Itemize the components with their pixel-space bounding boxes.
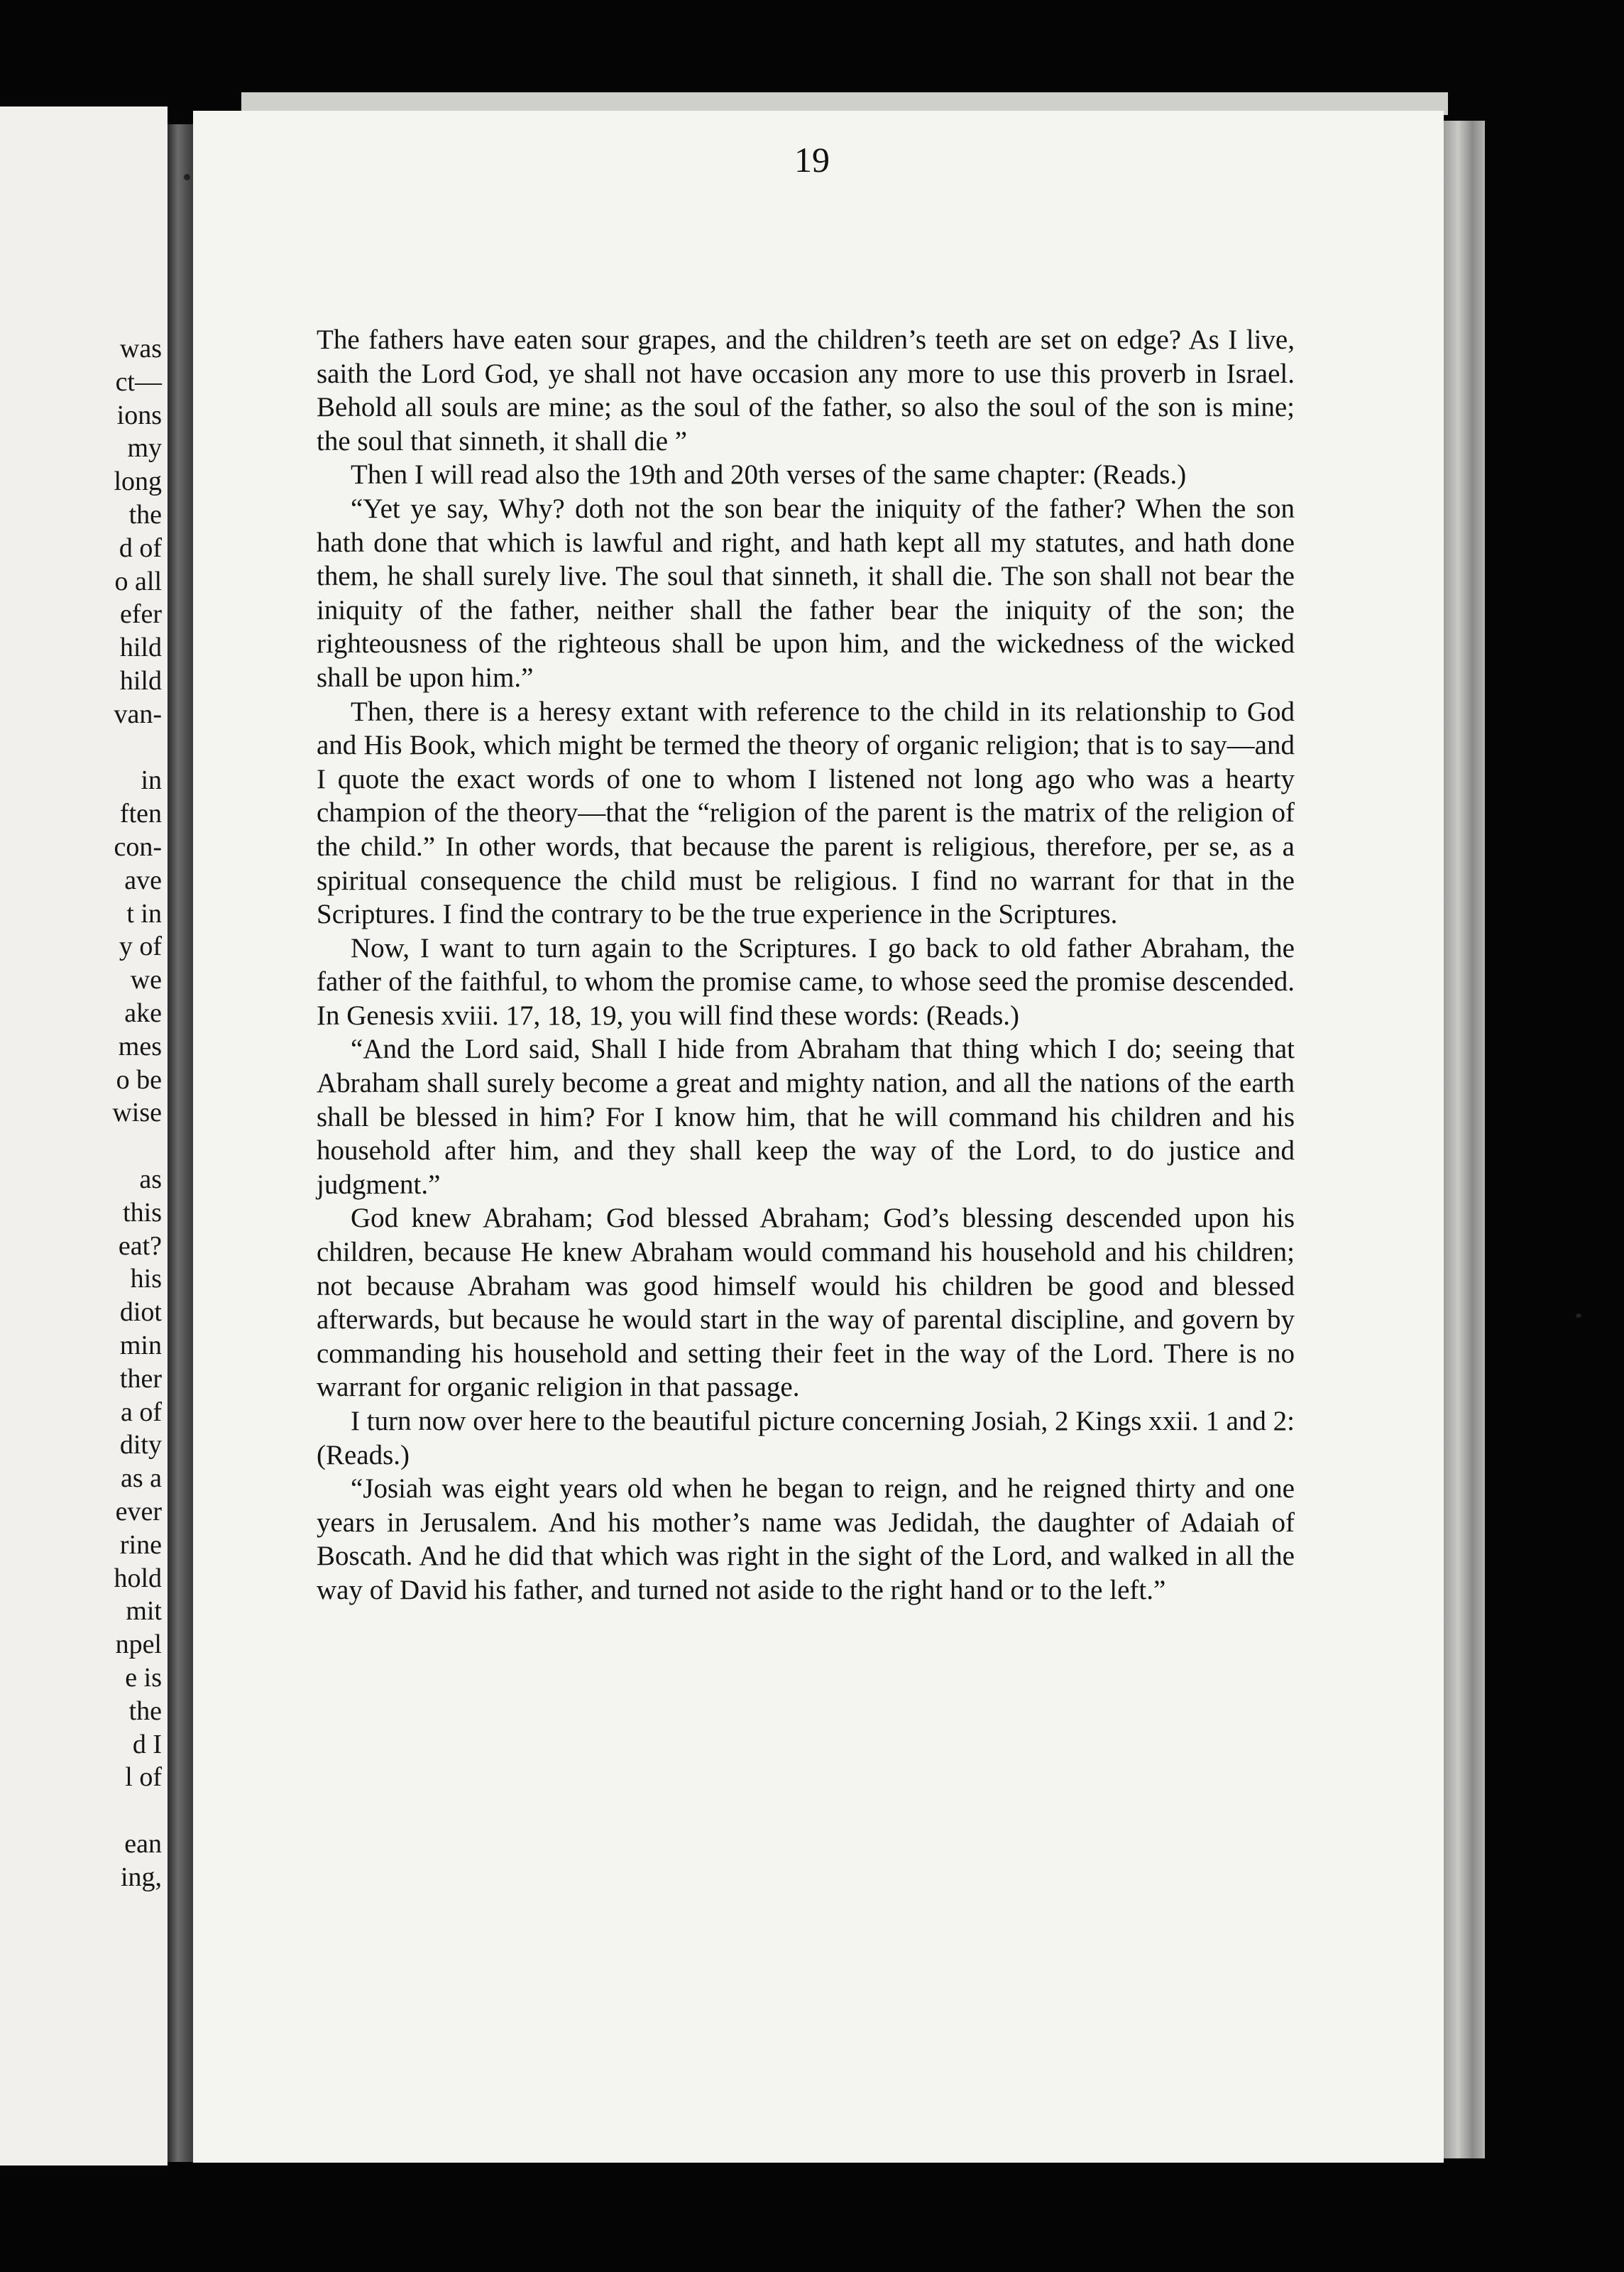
- dust-speck: [1576, 1314, 1581, 1318]
- left-page-line-fragment: con-: [114, 832, 162, 862]
- left-page-line-fragment: t in: [126, 898, 162, 929]
- left-page-line-fragment: my: [127, 433, 162, 464]
- body-text: [317, 323, 1295, 1607]
- left-page-line-fragment: e is: [125, 1663, 162, 1693]
- paragraph: “Yet ye say, Why? doth not the son bear the iniquity of the father? When the son hath done that which is lawful and right, and hath kept all my statutes, and hath done them, he shall surely live. The soul that sinneth, it shall die. The son shall not bear the iniquity of the father, neither shall the father bear the iniquity of the son; the righteousness of the righteous shall be upon him, and the wickedness of the wicked shall be upon him.”: [317, 493, 1295, 693]
- left-page-line-fragment: hold: [114, 1563, 162, 1593]
- left-page-line-fragment: the: [128, 500, 162, 530]
- left-page-line-fragment: ther: [119, 1363, 162, 1394]
- paragraph: God knew Abraham; God blessed Abraham; God’s blessing descended upon his children, because He knew Abraham would command his household and his children; not because Abraham was good himself would his children be good and blessed afterwards, but because he would start in the way of parental discipline, and govern by commanding his household and setting their feet in the way of the Lord. There is no warrant for organic religion in that passage.: [317, 1203, 1295, 1403]
- left-page-line-fragment: his: [130, 1264, 162, 1294]
- page-stack-edge: [1444, 121, 1485, 2158]
- left-page-line-fragment: o be: [116, 1064, 162, 1095]
- left-page-line-fragment: as: [139, 1164, 162, 1194]
- left-page-line-fragment: mes: [118, 1031, 162, 1061]
- left-page-line-fragment: ften: [119, 799, 162, 829]
- left-page-line-fragment: npel: [115, 1629, 162, 1660]
- left-page-line-fragment: d of: [119, 532, 162, 563]
- left-page-line-fragment: ever: [115, 1497, 162, 1526]
- left-page-line-fragment: the: [128, 1695, 162, 1726]
- left-page-line-fragment: was: [119, 334, 162, 364]
- left-page-line-fragment: y of: [119, 932, 162, 962]
- left-page-line-fragment: mit: [126, 1596, 162, 1627]
- left-page-line-fragment: this: [123, 1197, 162, 1228]
- left-page-line-fragment: long: [114, 466, 162, 497]
- left-page-line-fragment: rine: [119, 1529, 162, 1560]
- paragraph: Now, I want to turn again to the Scriptures. I go back to old father Abraham, the father of the faithful, to whom the promise came, to whose seed the promise descended. In Genesis xviii. 17, 18, 19, you will find these words: (Reads.): [317, 932, 1295, 1031]
- paragraph: Then, there is a heresy extant with reference to the child in its relationship to God and His Book, which might be termed the theory of organic religion; that is to say—and I quote the exact words of one to whom I listened not long ago who was a hearty champion of the theory—that the “religion of the parent is the matrix of the religion of the child.” In other words, that because the parent is religious, therefore, per se, as a spiritual consequence the child must be religious. I find no warrant for that in the Scriptures. I find the contrary to be the true experience in the Scriptures.: [317, 696, 1295, 930]
- left-page-line-fragment: l of: [125, 1762, 162, 1793]
- page-number-text: 19: [794, 140, 830, 180]
- left-page-line-fragment: diot: [119, 1297, 162, 1328]
- left-page-line-fragment: ing,: [120, 1862, 162, 1892]
- left-page-line-fragment: as a: [120, 1463, 162, 1494]
- left-page-line-fragment: o all: [114, 566, 162, 596]
- facing-page-fragment: [0, 106, 168, 2166]
- left-page-line-fragment: hild: [119, 666, 162, 696]
- left-page-line-fragment: efer: [119, 599, 162, 630]
- left-page-line-fragment: wise: [112, 1098, 162, 1128]
- left-page-line-fragment: ean: [124, 1829, 162, 1859]
- paragraph: “And the Lord said, Shall I hide from Abraham that thing which I do; seeing that Abraham shall surely become a great and mighty nation, and all the nations of the earth shall be blessed in him? For I know him, that he will command his children and his household after him, and they shall keep the way of the Lord, to do justice and judgment.”: [317, 1034, 1295, 1200]
- left-page-line-fragment: dity: [119, 1430, 162, 1460]
- left-page-line-fragment: min: [119, 1331, 162, 1360]
- paragraph: I turn now over here to the beautiful picture concerning Josiah, 2 Kings xxii. 1 and 2: (Reads.): [317, 1406, 1295, 1470]
- page-gutter-shadow: [168, 124, 193, 2162]
- left-page-line-fragment: a of: [120, 1397, 162, 1427]
- left-page-line-fragment: ave: [124, 865, 162, 895]
- left-page-line-fragment: in: [141, 765, 162, 796]
- page-number: [0, 139, 1624, 180]
- left-page-line-fragment: van-: [114, 699, 162, 729]
- paragraph: Then I will read also the 19th and 20th verses of the same chapter: (Reads.): [351, 459, 1187, 491]
- left-page-line-fragment: ions: [116, 400, 162, 430]
- paragraph: The fathers have eaten sour grapes, and the children’s teeth are set on edge? As I live, saith the Lord God, ye shall not have occasion any more to use this proverb in Israel. Behold all souls are mine; as the soul of the father, so also the soul of the son is mine; the soul that sinneth, it shall die ”: [317, 324, 1295, 457]
- left-page-line-fragment: we: [130, 965, 162, 995]
- paragraph: “Josiah was eight years old when he began to reign, and he reigned thirty and one years in Jerusalem. And his mother’s name was Jedidah, the daughter of Adaiah of Boscath. And he did that which was right in the sight of the Lord, and walked in all the way of David his father, and turned not aside to the right hand or to the left.”: [317, 1473, 1295, 1605]
- left-page-line-fragment: eat?: [118, 1230, 162, 1261]
- left-page-line-fragment: ake: [124, 998, 162, 1028]
- left-page-line-fragment: d I: [132, 1729, 162, 1759]
- left-page-line-fragment: hild: [119, 633, 162, 663]
- left-page-line-fragment: ct—: [115, 366, 162, 397]
